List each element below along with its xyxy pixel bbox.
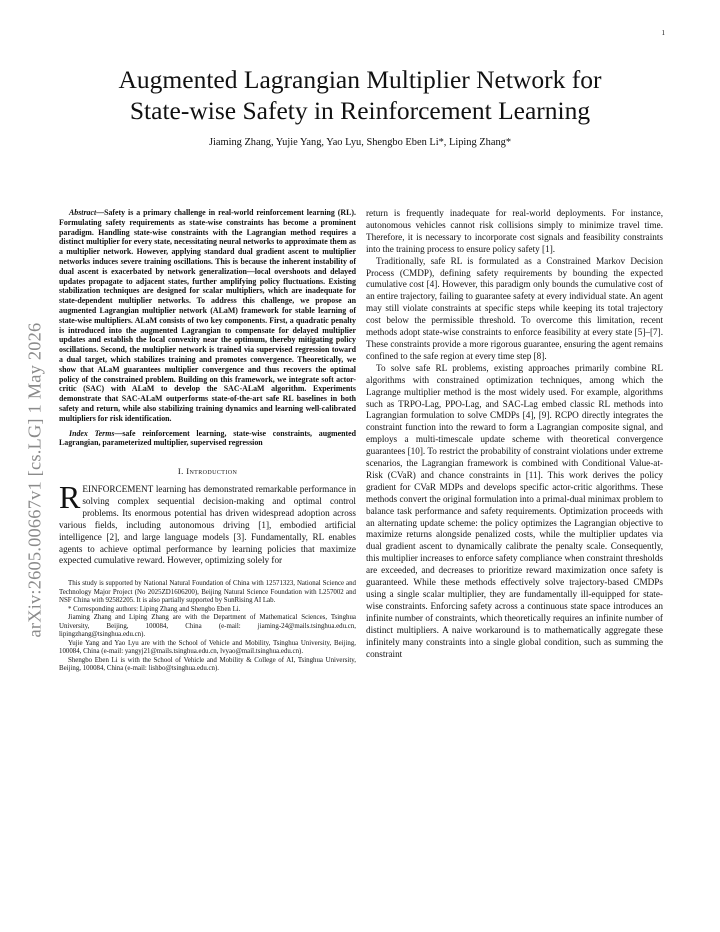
footnote-affiliation-2: Yujie Yang and Yao Lyu are with the School of Vehicle and Mobility, Tsinghua University, Beijing, 100084, China (e-mail: yangyj21@mails.tsinghua.edu.cn, lvyao@mail.tsinghua.edu.cn). bbox=[59, 639, 356, 656]
left-column bbox=[59, 208, 356, 674]
footnote-affiliation-3: Shengbo Eben Li is with the School of Vehicle and Mobility & College of AI, Tsinghua University, Beijing, 100084, China (e-mail: lishbo@tsinghua.edu.cn). bbox=[59, 656, 356, 673]
right-paragraph-1: return is frequently inadequate for real-world deployments. For instance, autonomous vehicles cannot risk collisions simply to minimize travel time. Therefore, it is necessary to incorporate cost signals and feasibility constraints into the training process to ensure policy safety [1]. bbox=[366, 208, 663, 254]
index-terms-text: —safe reinforcement learning, state-wise constraints, augmented Lagrangian, parameterized multiplier, supervised regression bbox=[59, 428, 357, 448]
section-title: Introduction bbox=[186, 466, 238, 477]
section-number: I. bbox=[177, 466, 184, 477]
footnote-funding: This study is supported by National Natural Foundation of China with 12571323, National Science and Technology Major Project (No 2025ZD1606200), Beijing Natural Science Foundation with L257002 and NSF China with 92582205. It is also partially supported by SunRising AI Lab. bbox=[59, 580, 356, 605]
author-list: Jiaming Zhang, Yujie Yang, Yao Lyu, Shengbo Eben Li*, Liping Zhang* bbox=[208, 137, 512, 148]
arxiv-identifier: arXiv:2605.00667v1 [cs.LG] 1 May 2026 bbox=[24, 322, 45, 638]
index-terms bbox=[59, 429, 356, 449]
footnote-corresponding: * Corresponding authors: Liping Zhang and Shengbo Eben Li. bbox=[68, 605, 241, 613]
footnotes bbox=[59, 580, 356, 674]
arxiv-side-label bbox=[20, 275, 50, 685]
section-heading-introduction bbox=[59, 466, 356, 478]
right-paragraph-2: Traditionally, safe RL is formulated as a Constrained Markov Decision Process (CMDP), defining safety requirements by bounding the expected cumulative cost [4]. However, this paradigm only bounds the cumulative cost of an entire trajectory, failing to guarantee safety at every individual state. An agent may still violate constraints at specific steps while keeping its total trajectory cost below the permissible threshold. To overcome this limitation, recent methods adopt state-wise constraints to enforce feasibility at every state [5]–[7]. These constraints provide a more rigorous guarantee, ensuring the agent remains confined to the safe region at every time step [8]. bbox=[366, 255, 663, 361]
intro-paragraph-1-text: EINFORCEMENT learning has demonstrated remarkable performance in solving complex sequential decision-making and optimal control problems. Its enormous potential has driven widespread adoption across various fields, including autonomous driving [1], embodied artificial intelligence [2], and large language models [3]. Fundamentally, RL enables agents to achieve optimal performance by learning policies that maximize expected cumulative reward. However, optimizing solely for bbox=[59, 484, 356, 566]
right-column bbox=[366, 208, 663, 660]
title-line-1: Augmented Lagrangian Multiplier Network for bbox=[118, 65, 602, 94]
abstract-label: Abstract bbox=[69, 208, 97, 217]
drop-cap: R bbox=[59, 479, 81, 516]
page-number: 1 bbox=[661, 29, 665, 37]
intro-paragraph-1 bbox=[59, 479, 356, 567]
title-line-2: State-wise Safety in Reinforcement Learning bbox=[129, 96, 591, 125]
abstract bbox=[59, 208, 356, 424]
abstract-text: —Safety is a primary challenge in real-world reinforcement learning (RL). Formulating safety requirements as state-wise constraints has become a prominent paradigm. Handling state-wise constraints with the Lagrangian method requires a distinct multiplier for every state, necessitating neural networks to approximate them as a multiplier network. However, applying standard dual gradient ascent to multiplier networks induces severe training oscillations. This is because the inherent instability of dual ascent is exacerbated by network generalization—local overshoots and delayed updates propagate to adjacent states, further amplifying policy fluctuations. Existing stabilization techniques are designed for scalar multipliers, which are inadequate for state-dependent multiplier networks. To address this challenge, we propose an augmented Lagrangian multiplier network (ALaM) framework for stable learning of state-wise multipliers. ALaM consists of two key components. First, a quadratic penalty is introduced into the augmented Lagrangian to compensate for delayed multiplier updates and establish the local convexity near the optimum, thereby mitigating policy oscillations. Second, the multiplier network is trained via supervised regression toward a dual target, which stabilizes training and promotes convergence. Theoretically, we show that ALaM guarantees multiplier convergence and thus recovers the optimal policy of the constrained problem. Building on this framework, we integrate soft actor-critic (SAC) with ALaM to develop the SAC-ALaM algorithm. Experiments demonstrate that SAC-ALaM outperforms state-of-the-art safe RL baselines in both safety and return, while also stabilizing training dynamics and learning well-calibrated multipliers for risk identification. bbox=[59, 208, 356, 423]
index-terms-label: Index Terms bbox=[69, 428, 115, 438]
right-paragraph-3: To solve safe RL problems, existing approaches primarily combine RL algorithms with constrained optimization techniques, among which the Lagrange multiplier method is the most widely used. For example, algorithms such as TRPO-Lag, PPO-Lag, and SAC-Lag embed classic RL methods into Lagrangian formulation to solve CMDPs [4], [9]. RCPO directly integrates the constraint function into the reward to form a Lagrangian composite signal, and employs a multi-timescale update scheme with theoretical convergence guarantees [10]. To restrict the probability of constraint violations under extreme scenarios, the Lagrangian framework is combined with Conditional Value-at-Risk (CVaR) and chance constraints in [11]. This work derives the policy gradient for CVaR MDPs and develops specific actor-critic algorithms. These methods convert the original formulation into a primal-dual minimax problem to balance task performance and safety requirements. Optimization proceeds with an alternating update scheme: the policy optimizes the Lagrangian objective to maximize returns alongside penalized costs, while the multiplier updates via dual gradient ascent to dynamically calibrate the penalty scale. Consequently, this multiplier increases to enforce safety compliance when constraint thresholds are exceeded, and decreases to prioritize reward maximization once safety is guaranteed. While these methods effectively solve trajectory-based CMDPs using a single scalar multiplier, they are fundamentally ill-equipped for state-wise constraints. Enforcing safety across a continuous state space introduces an infinite number of constraints, which theoretically requires an infinite number of distinct multipliers. A naive workaround is to mathematically aggregate these infinitely many constraints into a single global condition, such as summing the constraint bbox=[366, 362, 663, 659]
paper-title bbox=[60, 64, 660, 126]
footnote-affiliation-1: Jiaming Zhang and Liping Zhang are with the Department of Mathematical Sciences, Tsinghua University, Beijing, 100084, China (e-mail: jiaming-24@mails.tsinghua.edu.cn, lipingzhang@tsinghua.edu.cn). bbox=[59, 614, 356, 639]
